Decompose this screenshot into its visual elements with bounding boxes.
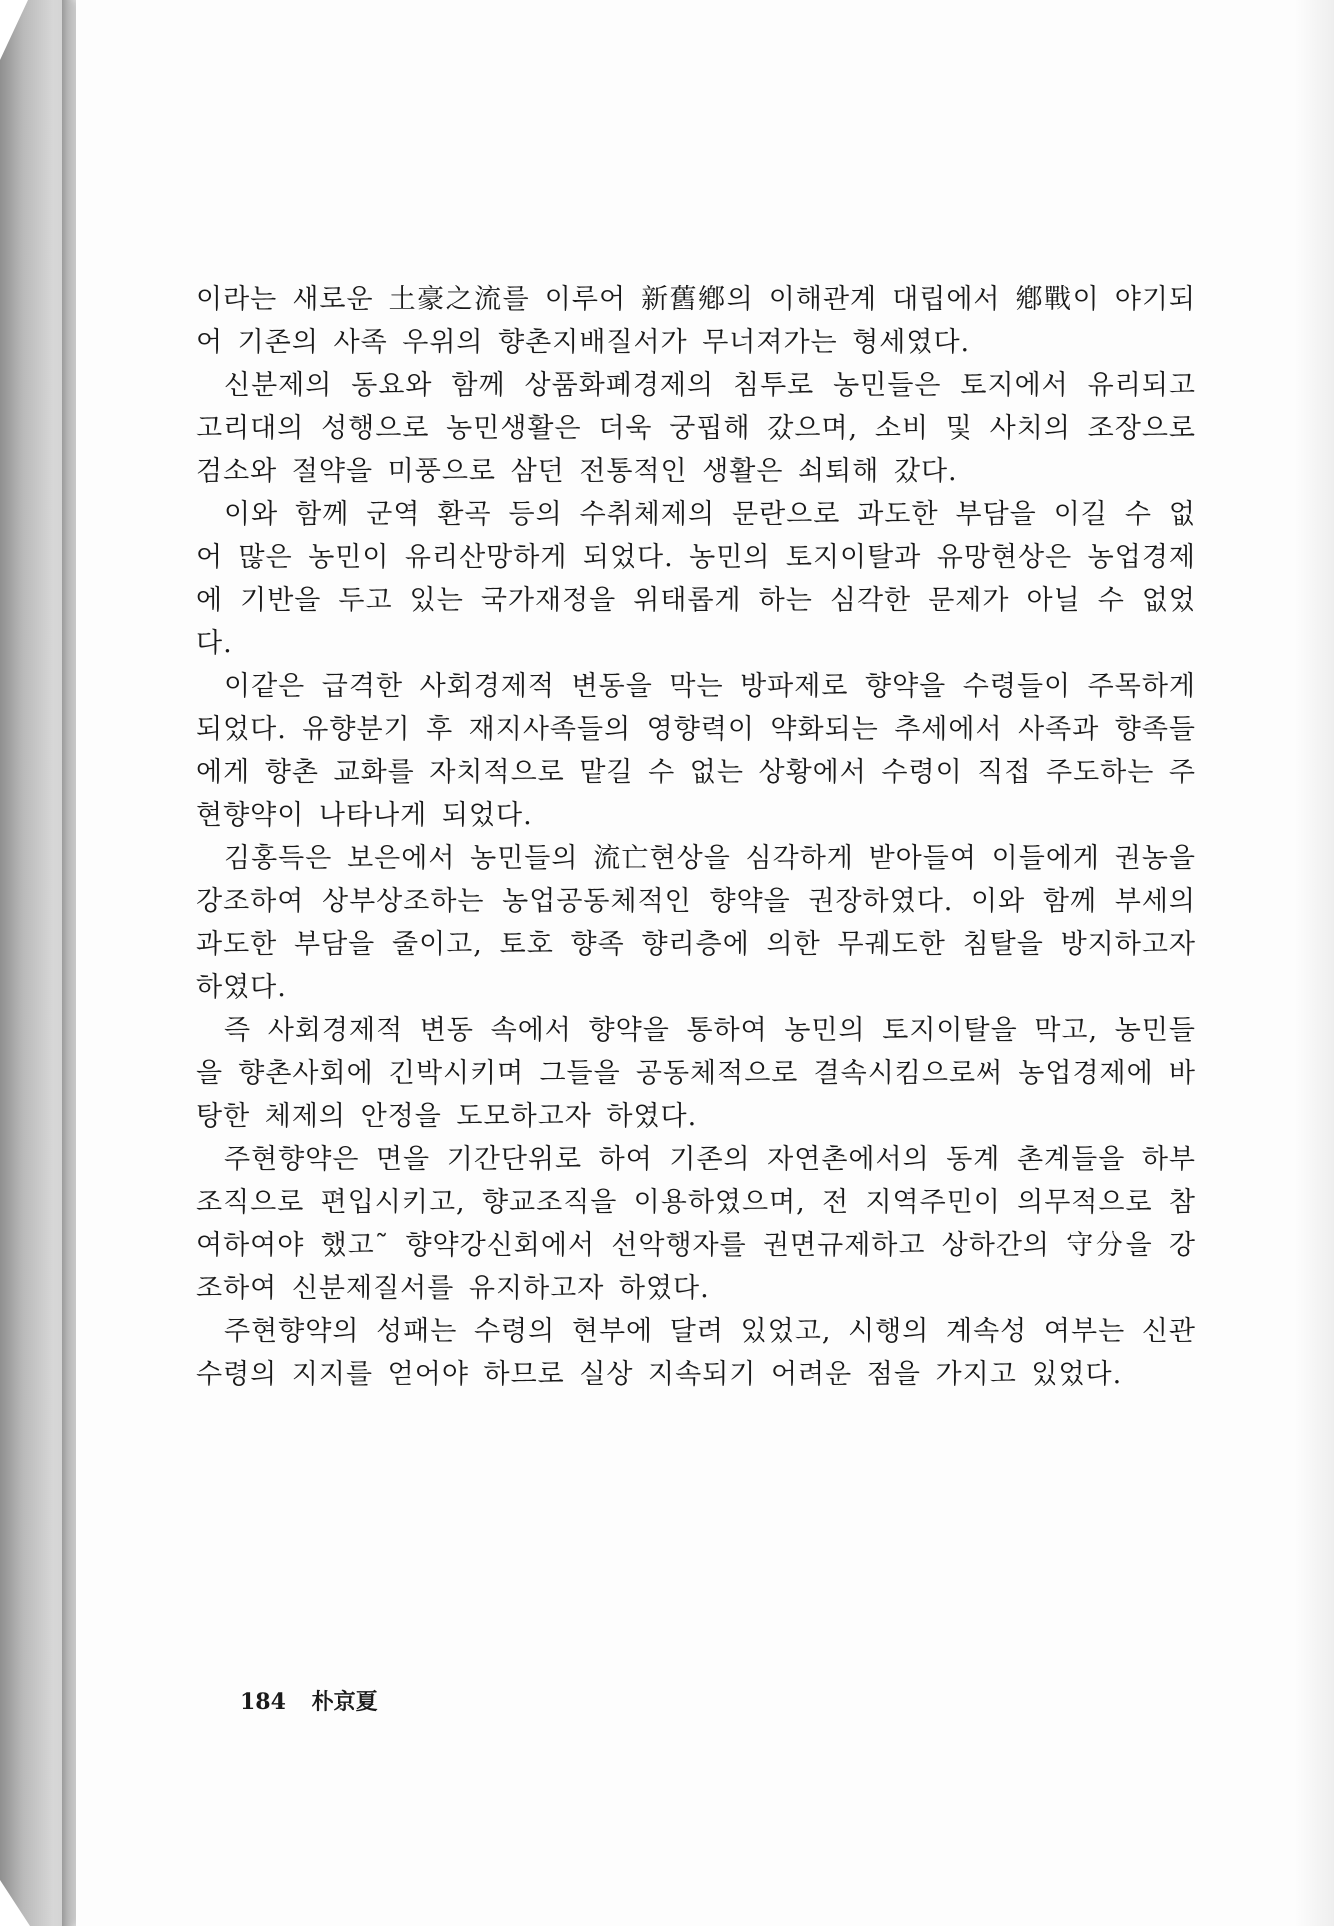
- paragraph-5: 김홍득은 보은에서 농민들의 流亡현상을 심각하게 받아들여 이들에게 권농을 강조하여 상부상조하는 농업공동체적인 향약을 권장하였다. 이와 함께 부세의 과도한 부담을 줄이고, 토호 향족 향리층에 의한 무궤도한 침탈을 방지하고자 하였다.: [196, 843, 1196, 1003]
- paragraph-1: 이라는 새로운 土豪之流를 이루어 新舊鄕의 이해관계 대립에서 鄕戰이 야기되어 기존의 사족 우위의 향촌지배질서가 무너져가는 형세였다.: [196, 284, 1196, 358]
- page-number: 184: [240, 1689, 286, 1715]
- paragraph-3: 이와 함께 군역 환곡 등의 수취체제의 문란으로 과도한 부담을 이길 수 없어 많은 농민이 유리산망하게 되었다. 농민의 토지이탈과 유망현상은 농업경제에 기반을 두고 있는 국가재정을 위태롭게 하는 심각한 문제가 아닐 수 없었다.: [196, 499, 1196, 659]
- paragraph-6: 즉 사회경제적 변동 속에서 향약을 통하여 농민의 토지이탈을 막고, 농민들을 향촌사회에 긴박시키며 그들을 공동체적으로 결속시킴으로써 농업경제에 바탕한 체제의 안정을 도모하고자 하였다.: [196, 1015, 1196, 1132]
- author-name: 朴京夏: [311, 1689, 378, 1715]
- book-spine-edge: [62, 0, 76, 1926]
- paragraph-4: 이같은 급격한 사회경제적 변동을 막는 방파제로 향약을 수령들이 주목하게 되었다. 유향분기 후 재지사족들의 영향력이 약화되는 추세에서 사족과 향족들에게 향촌 교화를 자치적으로 맡길 수 없는 상황에서 수령이 직접 주도하는 주현향약이 나타나게 되었다.: [196, 671, 1196, 831]
- page-footer: [240, 1685, 378, 1716]
- paragraph-8: 주현향약의 성패는 수령의 현부에 달려 있었고, 시행의 계속성 여부는 신관 수령의 지지를 얻어야 하므로 실상 지속되기 어려운 점을 가지고 있었다.: [196, 1316, 1196, 1390]
- paragraph-2: 신분제의 동요와 함께 상품화폐경제의 침투로 농민들은 토지에서 유리되고 고리대의 성행으로 농민생활은 더욱 궁핍해 갔으며, 소비 및 사치의 조장으로 검소와 절약을 미풍으로 삼던 전통적인 생활은 쇠퇴해 갔다.: [196, 370, 1196, 487]
- page-shade: [1294, 0, 1334, 1926]
- body-text: [196, 278, 1196, 1396]
- paragraph-7: 주현향약은 면을 기간단위로 하여 기존의 자연촌에서의 동계 촌계들을 하부조직으로 편입시키고, 향교조직을 이용하였으며, 전 지역주민이 의무적으로 참여하여야 했고˜ 향약강신회에서 선악행자를 권면규제하고 상하간의 守分을 강조하여 신분제질서를 유지하고자 하였다.: [196, 1144, 1196, 1304]
